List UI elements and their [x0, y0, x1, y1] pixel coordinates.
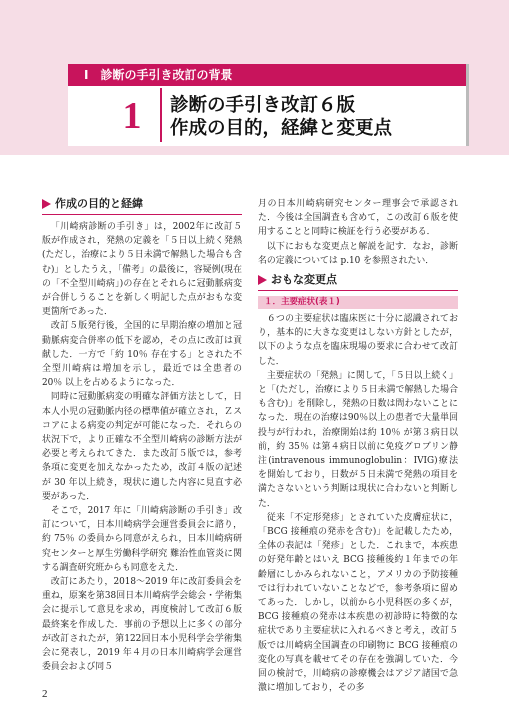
section-heading-text: おもな変更点 — [271, 273, 337, 287]
page-number: 2 — [42, 688, 48, 700]
subheading-main-symptoms: １．主要症状(表１) — [258, 296, 458, 309]
triangle-marker-icon — [258, 275, 267, 285]
triangle-marker-icon — [42, 199, 51, 209]
paragraph: 「川崎病診断の手引き」は，2002年に改訂５版が作成され，発熱の定義を「５日以上続く発熱(ただし，治療により５日未満で解熱した場合も含む)」としたうえ，「備考」の最後に，容疑例(現在の「不全型川崎病」)の存在とそれらに冠動脈病変が合併しうることを新しく明記した点がおもな変更箇所であった． — [42, 222, 242, 318]
paragraph: 従来「不定形発疹」とされていた皮膚症状に，「BCG 接種痕の発赤を含む)」を記載したため，全体の表記は「発疹」とした．これまで，本疾患の好発年齢とはいえ BCG 接種後約１年までの年齢層にしかみられないこと，アメリカの予防接種では行われていないことなどで，参考条項に留めてあった．しかし，以前から小児科医の多くが，BCG 接種痕の発赤は本疾患の初診時に特徴的な症状であり主要症状に入れるべきと考え，改訂５版では川崎病全国調査の印刷物に BCG 接種痕の変化の写真を載せてその存在を強調していた．今回の検討で，川崎病の診療機会はアジア諸国で急激に増加しており，その多 — [258, 512, 458, 694]
paragraph: 改訂にあたり，2018〜2019 年に改訂委員会を重ね，原案を第38回日本川崎病学会総会・学術集会に提示して意見を求め，再度検討して改訂６版最終案を作成した．事前の予想以上に多くの部分が改訂されたが，第122回日本小児科学会学術集会に発表し，2019 年４月の日本川崎病学会運営委員会および同５ — [42, 577, 242, 673]
paragraph: そこで，2017 年に「川崎病診断の手引き」改訂について，日本川崎病学会運営委員会に諮り，約 75％ の委員から同意がえられ，日本川崎病研究センターと厚生労働科学研究 難治性血管炎に関する調査研究班からも同意をえた． — [42, 506, 242, 573]
paragraph: 主要症状の「発熱」に関して，「５日以上続く」と「(ただし，治療により５日未満で解熱した場合も含む)」を削除し，発熱の日数は問わないことになった．現在の治療は90％以上の患者で大量単回投与が行われ，治療開始は約 10％ が第３病日以前，約 35％ は第４病日以前に免疫グロブリン静注(intravenous immunoglobulin：IVIG)療法を開始しており，日数が５日未満で発熱の項目を満たさないという判断は現状に合わないと判断した． — [258, 370, 458, 509]
chapter-title-line1: 診断の手引き改訂６版 — [170, 95, 356, 116]
section-heading-changes — [258, 272, 458, 288]
paragraph: 以下におもな変更点と解説を記す．なお，診断名の定義については p.10 を参照されたい． — [258, 241, 458, 266]
section-heading-text: 作成の目的と経緯 — [55, 197, 143, 210]
paragraph: 月の日本川崎病研究センター理事会で承認された．今後は全国調査も含めて，この改訂６版を使用することと同時に検証を行う必要がある． — [258, 199, 458, 238]
section-heading-purpose — [42, 196, 242, 212]
paragraph: ６つの主要症状は臨床医に十分に認識されており，基本的に大きな変更はしない方針としたが，以下のような点を臨床現場の要求に合わせて改訂した． — [258, 314, 458, 367]
right-column — [258, 197, 458, 696]
chapter-number: 1 — [122, 95, 142, 137]
chapter-divider — [160, 88, 162, 142]
paragraph: 改訂５版発行後，全国的に早期治療の増加と冠動脈病変合併率の低下を認め，その点に改訂は貢献した．一方で「約 10％ 存在する」とされた不全型川崎病は増加を示し，最近では全患者の 20％ 以上を占めるようになった． — [42, 321, 242, 389]
heading-rule — [42, 214, 242, 215]
left-column — [42, 196, 242, 675]
chapter-title-line2: 作成の目的，経緯と変更点 — [170, 118, 393, 139]
heading-rule — [258, 290, 458, 291]
paragraph: 同時に冠動脈病変の明確な評価方法として，日本人小児の冠動脈内径の標準値が確立され，Ｚスコアによる病変の判定が可能になった．それらの状況下で，より正確な不全型川崎病の診断方法が必要と考えられてきた．また改訂５版では，参考条項に変更を加えなかったため，改訂４版の記述が 30 年以上続き，現状に適した内容に見直す必要があった． — [42, 392, 242, 502]
page-edge-marker — [466, 64, 469, 146]
section-label: Ⅰ 診断の手引き改訂の背景 — [68, 64, 468, 86]
